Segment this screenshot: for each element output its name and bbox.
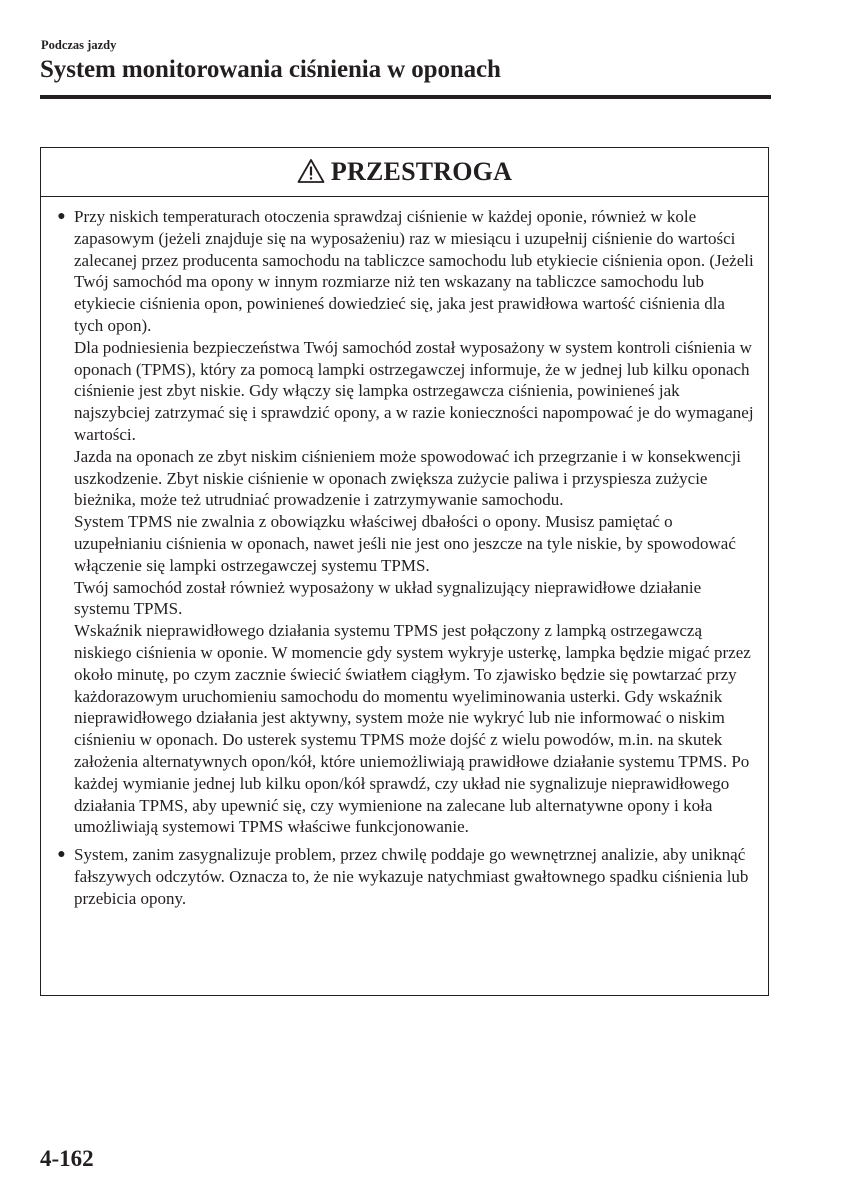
warning-triangle-icon (297, 158, 325, 184)
bullet-text (74, 844, 754, 909)
title-rule (40, 95, 771, 99)
page-title: System monitorowania ciśnienia w oponach (40, 56, 501, 83)
bullet-icon: ● (57, 209, 66, 224)
bullet-item (49, 844, 754, 909)
bullet-item (49, 206, 754, 838)
caution-title: PRZESTROGA (330, 157, 513, 186)
paragraph: System TPMS nie zwalnia z obowiązku właściwej dbałości o opony. Musisz pamiętać o uzupełnianiu ciśnienia w oponach, nawet jeśli nie jest ono jeszcze na tyle niskie, by spowodować włączenie się lampki ostrzegawczej systemu TPMS. (74, 512, 736, 575)
bullet-text (74, 206, 754, 838)
caution-box (40, 147, 769, 996)
paragraph: Przy niskich temperaturach otoczenia sprawdzaj ciśnienie w każdej oponie, również w kole zapasowym (jeżeli znajduje się na wyposażeniu) raz w miesiącu i uzupełnij ciśnienie do wartości zalecanej przez producenta samochodu na tabliczce samochodu lub etykiecie ciśnienia opon. (Jeżeli Twój samochód ma opony w innym rozmiarze niż ten wskazany na tabliczce samochodu lub etykiecie ciśnienia opon, powinieneś dowiedzieć się, jaka jest prawidłowa wartość ciśnienia dla tych opon). (74, 207, 754, 335)
caution-body (41, 197, 768, 910)
page-number: 4-162 (40, 1146, 94, 1171)
paragraph: Dla podniesienia bezpieczeństwa Twój samochód został wyposażony w system kontroli ciśnienia w oponach (TPMS), który za pomocą lampki ostrzegawczej informuje, że w jednej lub kilku oponach ciśnienie jest zbyt niskie. Gdy włączy się lampka ostrzegawcza ciśnienia, powinieneś jak najszybciej zatrzymać się i sprawdzić opony, a w razie konieczności napompować je do wymaganej wartości. (74, 337, 754, 444)
paragraph: Wskaźnik nieprawidłowego działania systemu TPMS jest połączony z lampką ostrzegawczą niskiego ciśnienia w oponie. W momencie gdy system wykryje usterkę, lampka będzie migać przez około minutę, po czym zacznie świecić światłem ciągłym. To zjawisko będzie się powtarzać przy każdorazowym uruchomieniu samochodu do momentu wyeliminowania usterki. Gdy wskaźnik nieprawidłowego działania jest aktywny, system może nie wykryć lub nie informować o niskim ciśnieniu w oponach. Do usterek systemu TPMS może dojść z wielu powodów, m.in. na skutek założenia alternatywnych opon/kół, które uniemożliwiają prawidłowe działanie systemu TPMS. Po każdej wymianie jednej lub kilku opon/kół sprawdź, czy układ nie sygnalizuje nieprawidłowego działania TPMS, aby upewnić się, czy wymienione na zalecane lub alternatywne opony i koła umożliwiają systemowi TPMS właściwe funkcjonowanie. (74, 621, 751, 837)
paragraph: System, zanim zasygnalizuje problem, przez chwilę poddaje go wewnętrznej analizie, aby uniknąć fałszywych odczytów. Oznacza to, że nie wykazuje natychmiast gwałtownego spadku ciśnienia lub przebicia opony. (74, 845, 749, 908)
caution-header (41, 148, 768, 197)
section-label: Podczas jazdy (41, 38, 117, 52)
paragraph: Twój samochód został również wyposażony w układ sygnalizujący nieprawidłowe działanie systemu TPMS. (74, 577, 702, 619)
paragraph: Jazda na oponach ze zbyt niskim ciśnieniem może spowodować ich przegrzanie i w konsekwencji uszkodzenie. Zbyt niskie ciśnienie w oponach zwiększa zużycie paliwa i przyspiesza zużycie bieżnika, może też utrudniać prowadzenie i zatrzymywanie samochodu. (74, 446, 742, 510)
bullet-icon: ● (57, 847, 66, 863)
